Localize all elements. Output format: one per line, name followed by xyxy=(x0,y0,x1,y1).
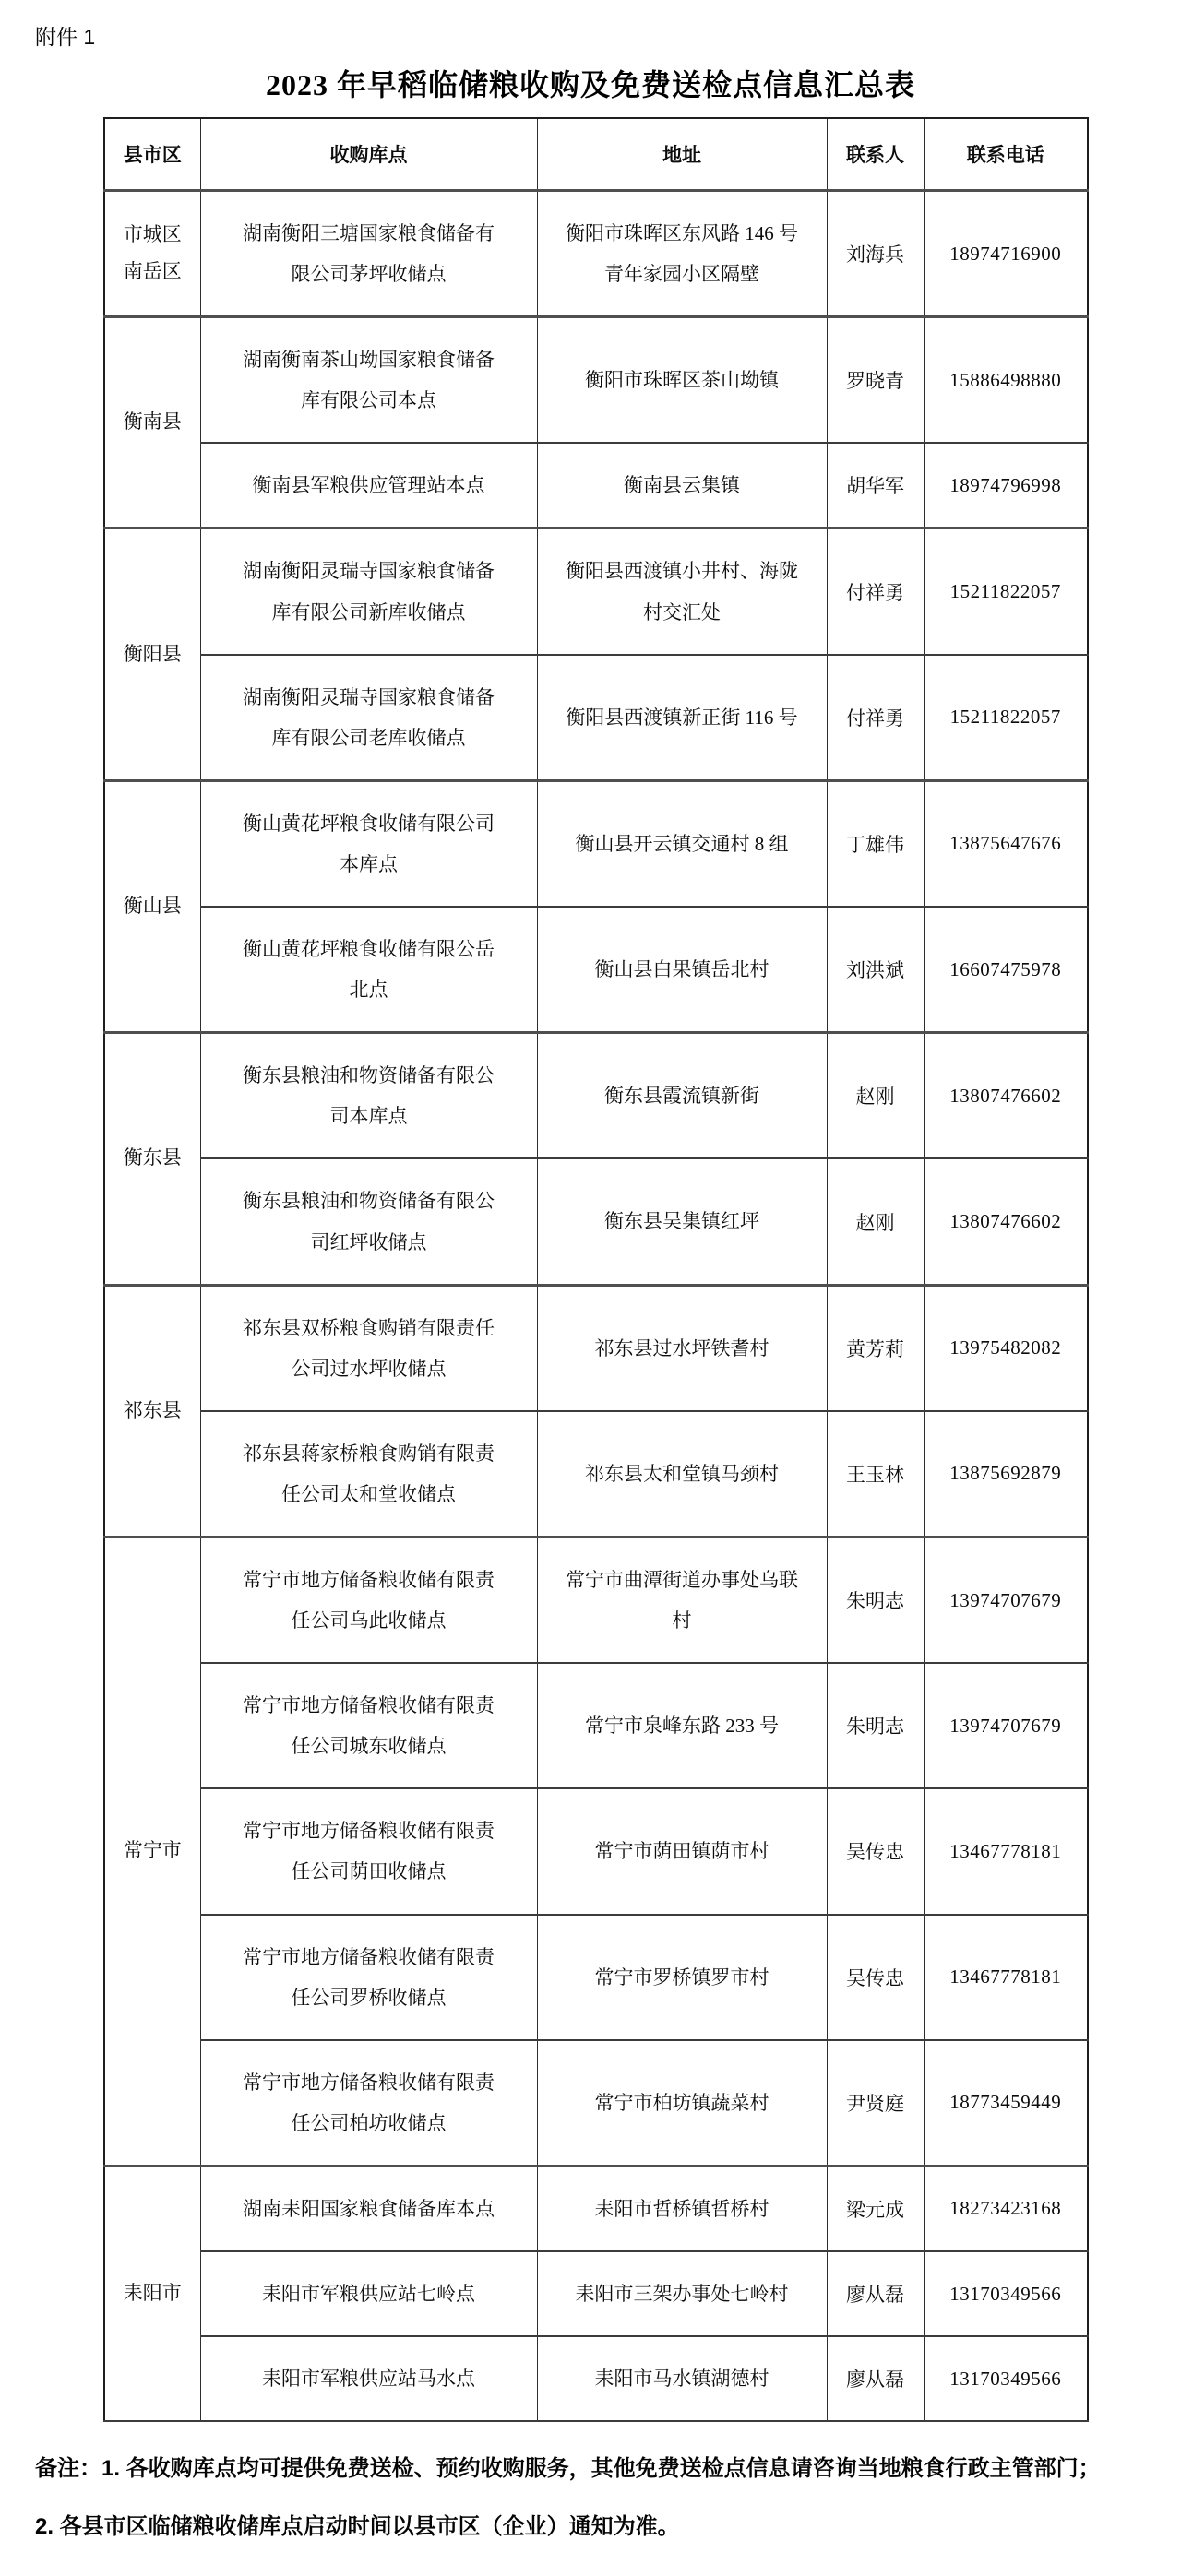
phone-cell: 13170349566 xyxy=(924,2251,1088,2336)
table-row xyxy=(104,2166,1088,2251)
contact-cell: 廖从磊 xyxy=(827,2251,924,2336)
column-header: 联系人 xyxy=(827,118,924,191)
contact-cell: 吴传忠 xyxy=(827,1788,924,1914)
note-line-1: 备注：1. 各收购库点均可提供免费送检、预约收购服务，其他免费送检点信息请咨询当地粮食行政主管部门； xyxy=(35,2456,1101,2482)
phone-cell: 13467778181 xyxy=(924,1788,1088,1914)
address-cell: 祁东县太和堂镇马颈村 xyxy=(537,1411,827,1537)
depot-cell: 耒阳市军粮供应站马水点 xyxy=(200,2336,537,2421)
address-cell: 衡山县开云镇交通村 8 组 xyxy=(537,780,827,907)
phone-cell: 13974707679 xyxy=(924,1663,1088,1788)
region-cell: 衡阳县 xyxy=(104,528,200,780)
phone-cell: 15886498880 xyxy=(924,317,1088,444)
address-cell: 常宁市柏坊镇蔬菜村 xyxy=(537,2040,827,2166)
address-cell: 耒阳市马水镇湖德村 xyxy=(537,2336,827,2421)
page-title: 2023 年早稻临储粮收购及免费送检点信息汇总表 xyxy=(265,68,915,101)
region-cell: 市城区南岳区 xyxy=(104,191,200,317)
table-row xyxy=(104,655,1088,781)
phone-cell: 13807476602 xyxy=(924,1033,1088,1159)
depot-cell: 衡南县军粮供应管理站本点 xyxy=(200,443,537,528)
region-cell: 衡南县 xyxy=(104,317,200,528)
address-cell: 耒阳市哲桥镇哲桥村 xyxy=(537,2166,827,2251)
contact-cell: 丁雄伟 xyxy=(827,780,924,907)
table-row xyxy=(104,2040,1088,2166)
address-cell: 衡阳县西渡镇新正街 116 号 xyxy=(537,655,827,781)
column-header: 县市区 xyxy=(104,118,200,191)
contact-cell: 王玉林 xyxy=(827,1411,924,1537)
phone-cell: 18773459449 xyxy=(924,2040,1088,2166)
contact-cell: 吴传忠 xyxy=(827,1915,924,2040)
contact-cell: 赵刚 xyxy=(827,1158,924,1285)
summary-table xyxy=(103,117,1089,2422)
region-cell: 祁东县 xyxy=(104,1285,200,1537)
depot-cell: 常宁市地方储备粮收储有限责任公司柏坊收储点 xyxy=(200,2040,537,2166)
table-row xyxy=(104,528,1088,655)
depot-cell: 常宁市地方储备粮收储有限责任公司乌此收储点 xyxy=(200,1537,537,1663)
table-row xyxy=(104,1537,1088,1663)
table-row xyxy=(104,1158,1088,1285)
phone-cell: 13170349566 xyxy=(924,2336,1088,2421)
table-row xyxy=(104,1663,1088,1788)
table-row xyxy=(104,907,1088,1033)
depot-cell: 衡东县粮油和物资储备有限公司红坪收储点 xyxy=(200,1158,537,1285)
note-line-2: 2. 各县市区临储粮收储库点启动时间以县市区（企业）通知为准。 xyxy=(35,2513,680,2539)
phone-cell: 13875647676 xyxy=(924,780,1088,907)
address-cell: 衡阳县西渡镇小井村、海陇村交汇处 xyxy=(537,528,827,655)
address-cell: 衡阳市珠晖区东风路 146 号青年家园小区隔壁 xyxy=(537,191,827,317)
region-cell: 耒阳市 xyxy=(104,2166,200,2421)
phone-cell: 13975482082 xyxy=(924,1285,1088,1411)
header-row xyxy=(104,118,1088,191)
phone-cell: 15211822057 xyxy=(924,655,1088,781)
contact-cell: 罗晓青 xyxy=(827,317,924,444)
table-row xyxy=(104,1285,1088,1411)
phone-cell: 18273423168 xyxy=(924,2166,1088,2251)
phone-cell: 13807476602 xyxy=(924,1158,1088,1285)
table-row xyxy=(104,191,1088,317)
notes-section xyxy=(35,2440,1155,2556)
contact-cell: 廖从磊 xyxy=(827,2336,924,2421)
phone-cell: 13467778181 xyxy=(924,1915,1088,2040)
address-cell: 常宁市泉峰东路 233 号 xyxy=(537,1663,827,1788)
depot-cell: 祁东县蒋家桥粮食购销有限责任公司太和堂收储点 xyxy=(200,1411,537,1537)
phone-cell: 15211822057 xyxy=(924,528,1088,655)
region-cell: 常宁市 xyxy=(104,1537,200,2166)
address-cell: 常宁市荫田镇荫市村 xyxy=(537,1788,827,1914)
address-cell: 耒阳市三架办事处七岭村 xyxy=(537,2251,827,2336)
address-cell: 祁东县过水坪铁耆村 xyxy=(537,1285,827,1411)
depot-cell: 常宁市地方储备粮收储有限责任公司荫田收储点 xyxy=(200,1788,537,1914)
depot-cell: 衡山黄花坪粮食收储有限公司本库点 xyxy=(200,780,537,907)
address-cell: 衡阳市珠晖区茶山坳镇 xyxy=(537,317,827,444)
contact-cell: 尹贤庭 xyxy=(827,2040,924,2166)
table-row xyxy=(104,2251,1088,2336)
depot-cell: 常宁市地方储备粮收储有限责任公司罗桥收储点 xyxy=(200,1915,537,2040)
contact-cell: 刘海兵 xyxy=(827,191,924,317)
address-cell: 衡南县云集镇 xyxy=(537,443,827,528)
depot-cell: 湖南衡阳灵瑞寺国家粮食储备库有限公司老库收储点 xyxy=(200,655,537,781)
table-row xyxy=(104,317,1088,444)
contact-cell: 胡华军 xyxy=(827,443,924,528)
depot-cell: 耒阳市军粮供应站七岭点 xyxy=(200,2251,537,2336)
address-cell: 衡东县霞流镇新街 xyxy=(537,1033,827,1159)
address-cell: 常宁市罗桥镇罗市村 xyxy=(537,1915,827,2040)
phone-cell: 18974796998 xyxy=(924,443,1088,528)
phone-cell: 13974707679 xyxy=(924,1537,1088,1663)
depot-cell: 湖南衡南茶山坳国家粮食储备库有限公司本点 xyxy=(200,317,537,444)
table-row xyxy=(104,1915,1088,2040)
address-cell: 衡山县白果镇岳北村 xyxy=(537,907,827,1033)
address-cell: 衡东县吴集镇红坪 xyxy=(537,1158,827,1285)
address-cell: 常宁市曲潭街道办事处乌联村 xyxy=(537,1537,827,1663)
depot-cell: 湖南衡阳灵瑞寺国家粮食储备库有限公司新库收储点 xyxy=(200,528,537,655)
depot-cell: 湖南耒阳国家粮食储备库本点 xyxy=(200,2166,537,2251)
table-row xyxy=(104,1788,1088,1914)
phone-cell: 16607475978 xyxy=(924,907,1088,1033)
phone-cell: 13875692879 xyxy=(924,1411,1088,1537)
contact-cell: 朱明志 xyxy=(827,1663,924,1788)
depot-cell: 常宁市地方储备粮收储有限责任公司城东收储点 xyxy=(200,1663,537,1788)
table-header-row xyxy=(104,118,1088,191)
table-body xyxy=(104,191,1088,2422)
column-header: 联系电话 xyxy=(924,118,1088,191)
depot-cell: 祁东县双桥粮食购销有限责任公司过水坪收储点 xyxy=(200,1285,537,1411)
contact-cell: 刘洪斌 xyxy=(827,907,924,1033)
column-header: 收购库点 xyxy=(200,118,537,191)
column-header: 地址 xyxy=(537,118,827,191)
table-row xyxy=(104,2336,1088,2421)
contact-cell: 付祥勇 xyxy=(827,528,924,655)
depot-cell: 衡山黄花坪粮食收储有限公岳北点 xyxy=(200,907,537,1033)
contact-cell: 黄芳莉 xyxy=(827,1285,924,1411)
depot-cell: 湖南衡阳三塘国家粮食储备有限公司茅坪收储点 xyxy=(200,191,537,317)
contact-cell: 朱明志 xyxy=(827,1537,924,1663)
table-row xyxy=(104,443,1088,528)
attachment-label: 附件 1 xyxy=(35,25,96,49)
contact-cell: 梁元成 xyxy=(827,2166,924,2251)
contact-cell: 赵刚 xyxy=(827,1033,924,1159)
region-cell: 衡山县 xyxy=(104,780,200,1032)
table-row xyxy=(104,1411,1088,1537)
table-row xyxy=(104,780,1088,907)
table-row xyxy=(104,1033,1088,1159)
region-cell: 衡东县 xyxy=(104,1033,200,1285)
phone-cell: 18974716900 xyxy=(924,191,1088,317)
contact-cell: 付祥勇 xyxy=(827,655,924,781)
depot-cell: 衡东县粮油和物资储备有限公司本库点 xyxy=(200,1033,537,1159)
